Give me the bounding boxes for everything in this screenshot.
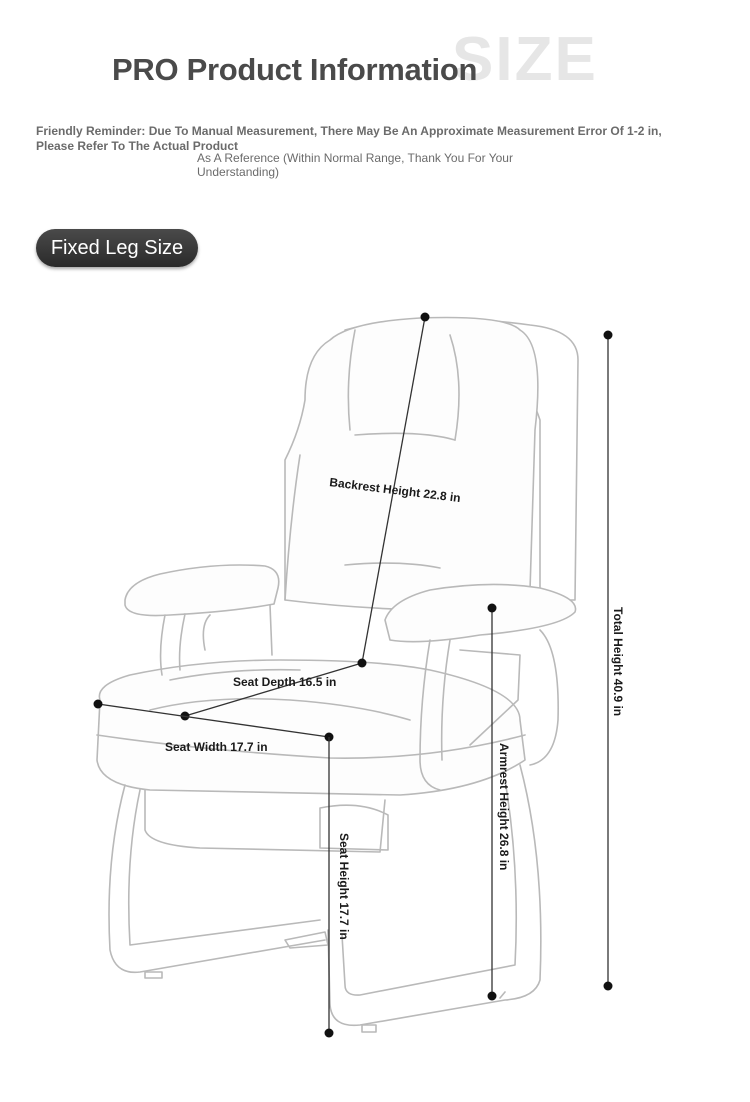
seat-width-left-dot — [94, 700, 103, 709]
left-armrest-pad — [125, 565, 279, 616]
seat-width-label: Seat Width 17.7 in — [165, 740, 268, 754]
total-height-top-dot — [604, 331, 613, 340]
total-height-label: Total Height 40.9 in — [611, 607, 625, 717]
backrest-height-start-dot — [421, 313, 430, 322]
page-title: PRO Product Information — [112, 52, 478, 87]
leg-foot-pads — [145, 972, 505, 1032]
armrest-height-top-dot — [488, 604, 497, 613]
section-badge-label: Fixed Leg Size — [50, 237, 184, 259]
armrest-height-bottom-dot — [488, 992, 497, 1001]
total-height-bottom-dot — [604, 982, 613, 991]
seat-height-label: Seat Height 17.7 in — [337, 833, 351, 940]
measurement-reminder: Friendly Reminder: Due To Manual Measurement, There May Be An Approximate Measurement Error Of 1-2 in, Please Refer To The Actual Product — [36, 124, 662, 153]
seat-depth-label: Seat Depth 16.5 in — [233, 675, 337, 689]
backrest-height-label: Backrest Height 22.8 in — [328, 475, 462, 506]
seat-mechanism — [320, 805, 388, 850]
seat-height-bottom-dot — [325, 1029, 334, 1038]
seat-depth-back-dot — [358, 659, 367, 668]
left-sled-leg — [109, 785, 325, 972]
measurement-reminder-note: As A Reference (Within Normal Range, Thank You For Your Understanding) — [197, 151, 513, 179]
backrest-cushion — [285, 318, 538, 611]
size-watermark: SIZE — [452, 25, 598, 94]
armrest-height-label: Armrest Height 26.8 in — [497, 743, 511, 871]
